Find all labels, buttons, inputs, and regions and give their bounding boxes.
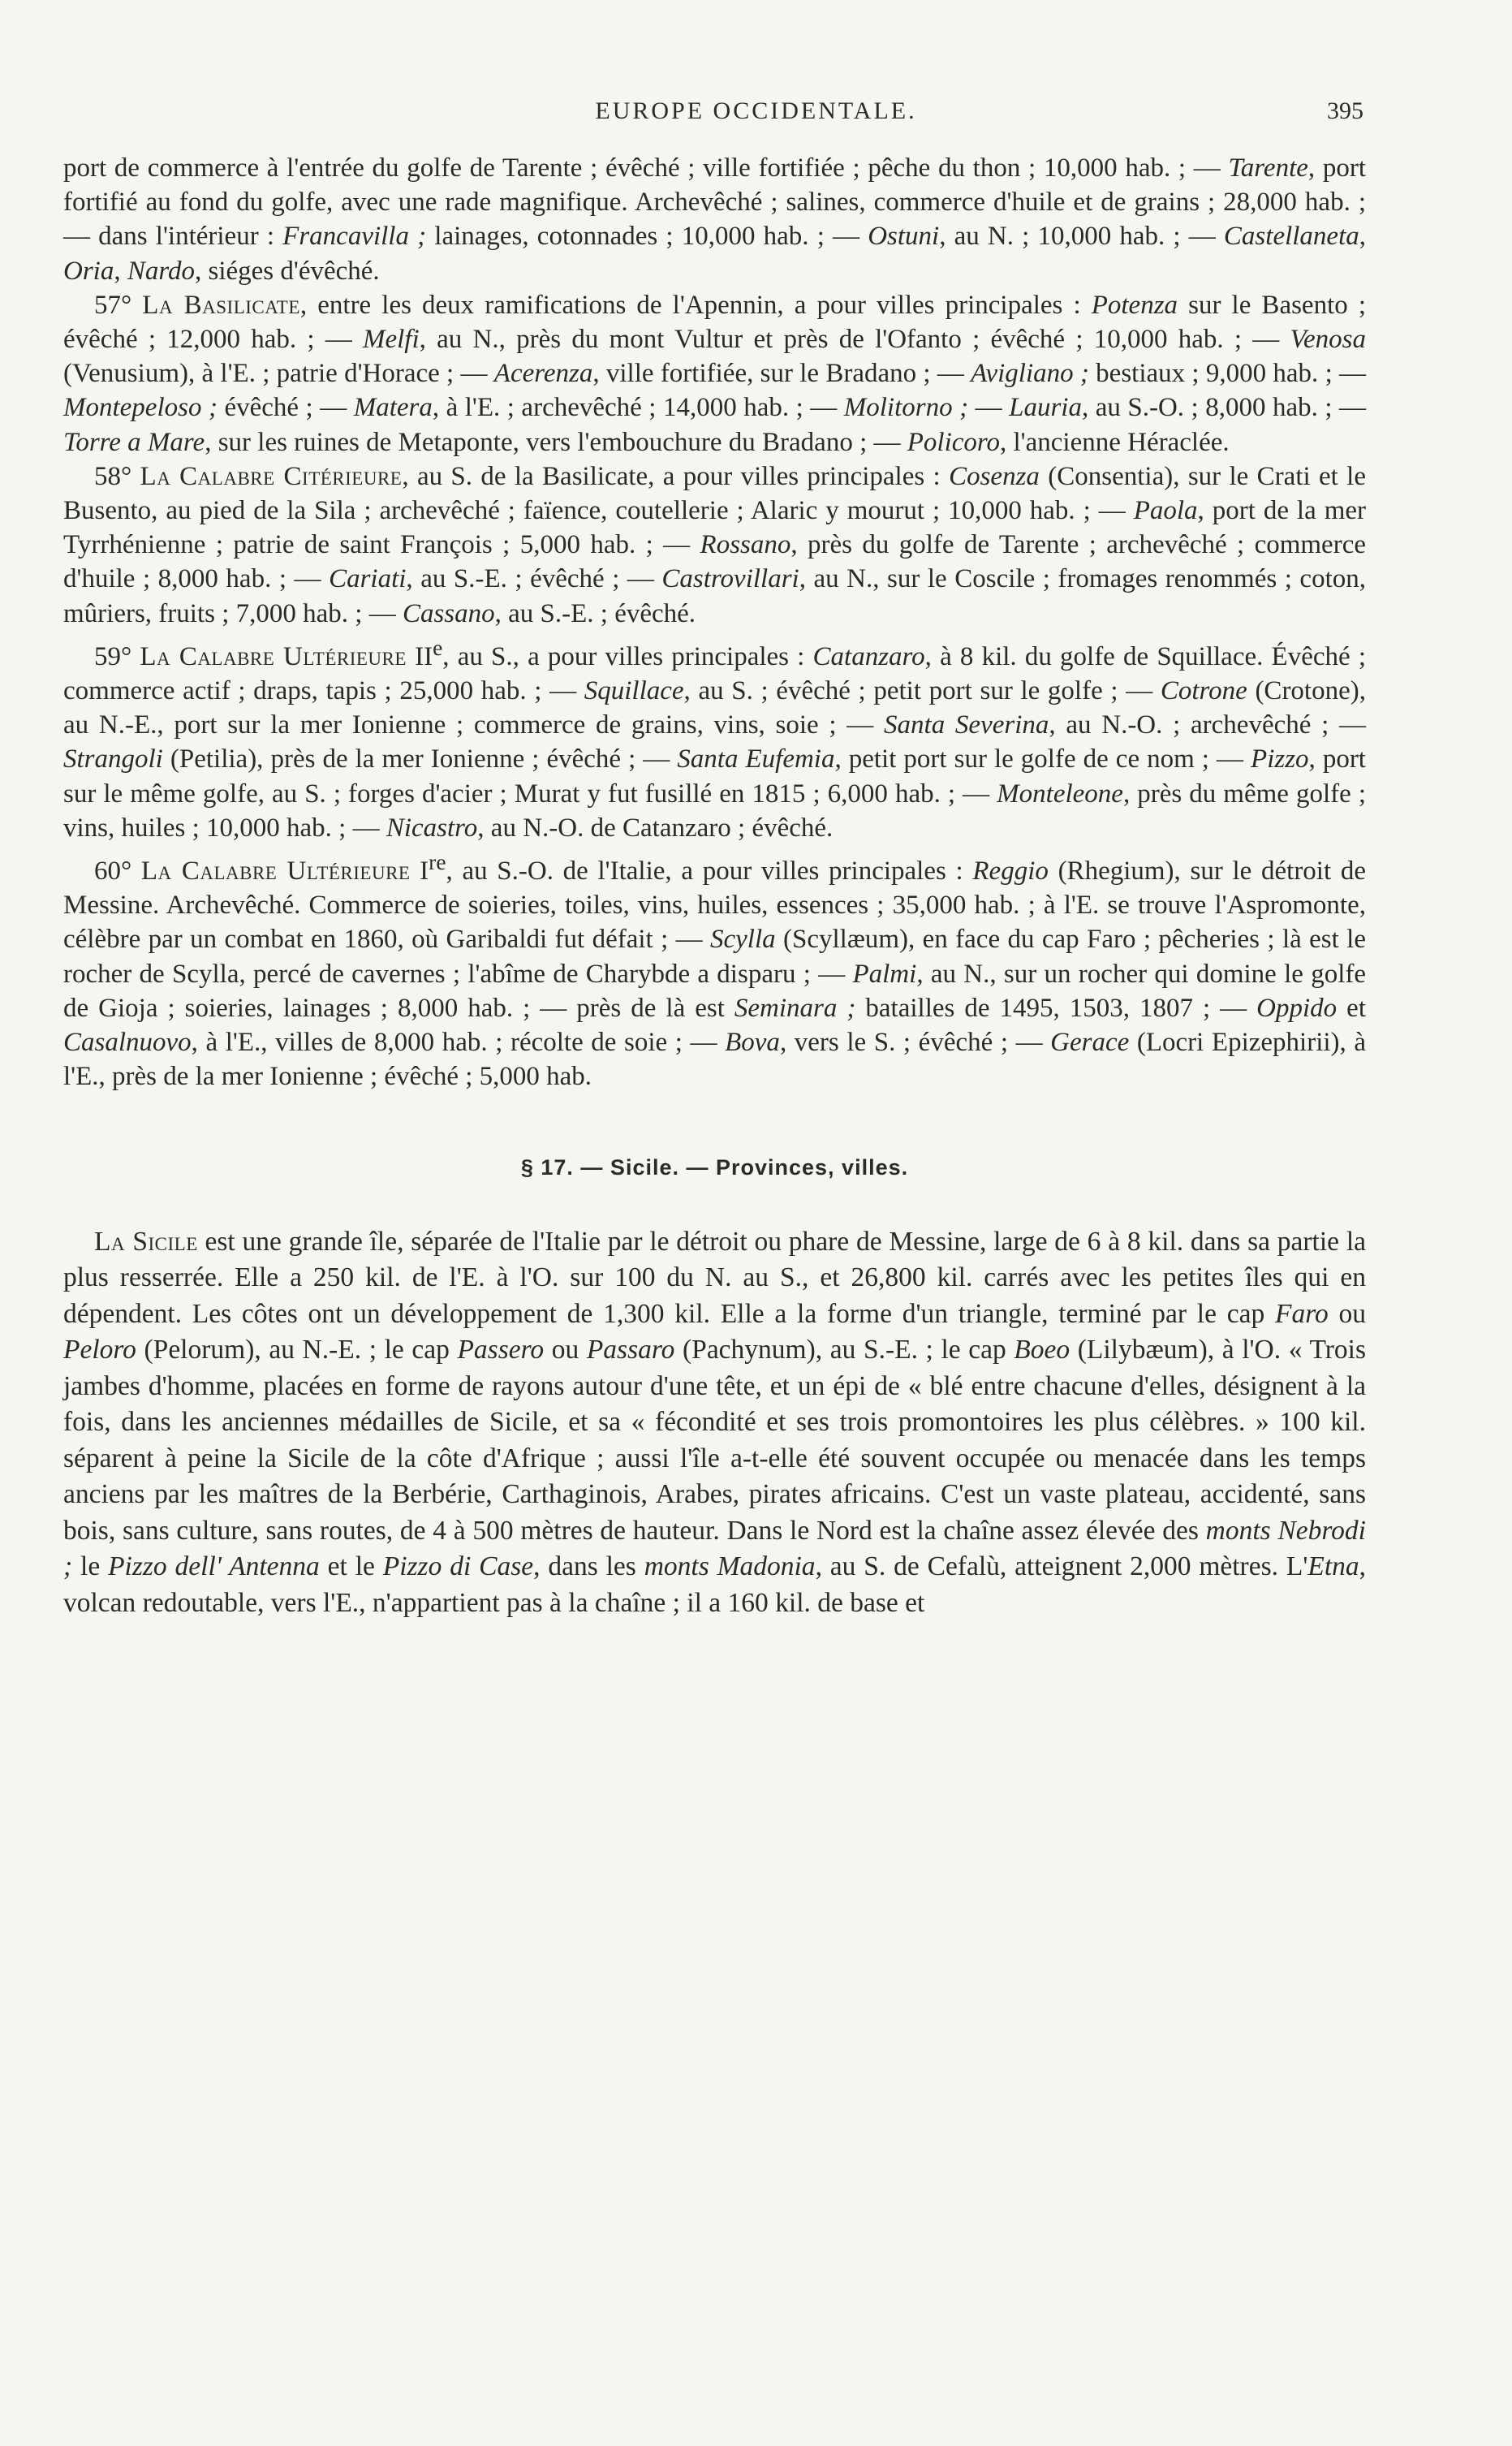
page-number: 395 — [1327, 97, 1363, 124]
page-body — [63, 151, 1366, 1621]
running-title: EUROPE OCCIDENTALE. — [595, 97, 917, 124]
paragraph-pouilles-continued: port de commerce à l'entrée du golfe de Tarente ; évêché ; ville fortifiée ; pêche du thon ; 10,000 hab. ; — Tarente, port fortifié au fond du golfe, avec une rade magnifique. Archevêché ; salines, commerce d'huile et de grains ; 28,000 hab. ; — dans l'intérieur : Francavilla ; lainages, cotonnades ; 10,000 hab. ; — Ostuni, au N. ; 10,000 hab. ; — Castellaneta, Oria, Nardo, siéges d'évêché. — [63, 153, 1366, 286]
paragraph-basilicate: 57° La Basilicate, entre les deux ramifications de l'Apennin, a pour villes principales : Potenza sur le Basento ; évêché ; 12,000 hab. ; — Melfi, au N., près du mont Vultur et près de l'Ofanto ; évêché ; 10,000 hab. ; — Venosa (Venusium), à l'E. ; patrie d'Horace ; — Acerenza, ville fortifiée, sur le Bradano ; — Avigliano ; bestiaux ; 9,000 hab. ; — Montepeloso ; évêché ; — Matera, à l'E. ; archevêché ; 14,000 hab. ; — Molitorno ; — Lauria, au S.-O. ; 8,000 hab. ; — Torre a Mare, sur les ruines de Metaponte, vers l'embouchure du Bradano ; — Policoro, l'ancienne Héraclée. — [63, 290, 1367, 457]
paragraph-calabre-citerieure: 58° La Calabre Citérieure, au S. de la Basilicate, a pour villes principales : Cosenza (Consentia), sur le Crati et le Busento, au pied de la Sila ; archevêché ; faïence, coutellerie ; Alaric y mourut ; 10,000 hab. ; — Paola, port de la mer Tyrrhénienne ; patrie de saint François ; 5,000 hab. ; — Rossano, près du golfe de Tarente ; archevêché ; commerce d'huile ; 8,000 hab. ; — Cariati, au S.-E. ; évêché ; — Castrovillari, au N., sur le Coscile ; fromages renommés ; coton, mûriers, fruits ; 7,000 hab. ; — Cassano, au S.-E. ; évêché. — [63, 461, 1366, 628]
section-heading: § 17. — Sicile. — Provinces, villes. — [520, 1155, 909, 1180]
paragraph-calabre-ulterieure-2: 59° La Calabre Ultérieure IIe, au S., a pour villes principales : Catanzaro, à 8 kil. du golfe de Squillace. Évêché ; commerce actif ; draps, tapis ; 25,000 hab. ; — Squillace, au S. ; évêché ; petit port sur le golfe ; — Cotrone (Crotone), au N.-E., port sur la mer Ionienne ; commerce de grains, vins, soie ; — Santa Severina, au N.-O. ; archevêché ; — Strangoli (Petilia), près de la mer Ionienne ; évêché ; — Santa Eufemia, petit port sur le golfe de ce nom ; — Pizzo, port sur le même golfe, au S. ; forges d'acier ; Murat y fut fusillé en 1815 ; 6,000 hab. ; — Monteleone, près du même golfe ; vins, huiles ; 10,000 hab. ; — Nicastro, au N.-O. de Catanzaro ; évêché. — [63, 634, 1366, 843]
page-header — [0, 91, 1512, 132]
paragraph-sicile: La Sicile est une grande île, séparée de l'Italie par le détroit ou phare de Messine, large de 6 à 8 kil. dans sa partie la plus resserrée. Elle a 250 kil. de l'E. à l'O. sur 100 du N. au S., et 26,800 kil. carrés avec les petites îles qui en dépendent. Les côtes ont un développement de 1,300 kil. Elle a la forme d'un triangle, terminé par le cap Faro ou Peloro (Pelorum), au N.-E. ; le cap Passero ou Passaro (Pachynum), au S.-E. ; le cap Boeo (Lilybæum), à l'O. « Trois jambes d'homme, placées en forme de rayons autour d'une tête, et un épi de « blé entre chacune d'elles, désignent à la fois, dans les anciennes médailles de Sicile, et sa « fécondité et ses trois promontoires les plus célèbres. » 100 kil. séparent à peine la Sicile de la côte d'Afrique ; aussi l'île a-t-elle été souvent occupée ou menacée dans les temps anciens par les maîtres de la Berbérie, Carthaginois, Arabes, pirates africains. C'est un vaste plateau, accidenté, sans bois, sans culture, sans routes, de 4 à 500 mètres de hauteur. Dans le Nord est la chaîne assez élevée des monts Nebrodi ; le Pizzo dell' Antenna et le Pizzo di Case, dans les monts Madonia, au S. de Cefalù, atteignent 2,000 mètres. L'Etna, volcan redoutable, vers l'E., n'appartient pas à la chaîne ; il a 160 kil. de base et — [63, 1226, 1367, 1618]
paragraph-calabre-ulterieure-1: 60° La Calabre Ultérieure Ire, au S.-O. de l'Italie, a pour villes principales : Reggio (Rhegium), sur le détroit de Messine. Archevêché. Commerce de soieries, toiles, vins, huiles, essences ; 35,000 hab. ; à l'E. se trouve l'Aspromonte, célèbre par un combat en 1860, où Garibaldi fut défait ; — Scylla (Scyllæum), en face du cap Faro ; pêcheries ; là est le rocher de Scylla, percé de cavernes ; l'abîme de Charybde a disparu ; — Palmi, au N., sur un rocher qui domine le golfe de Gioja ; soieries, lainages ; 8,000 hab. ; — près de là est Seminara ; batailles de 1495, 1503, 1807 ; — Oppido et Casalnuovo, à l'E., villes de 8,000 hab. ; récolte de soie ; — Bova, vers le S. ; évêché ; — Gerace (Locri Epizephirii), à l'E., près de la mer Ionienne ; évêché ; 5,000 hab. — [63, 849, 1366, 1092]
